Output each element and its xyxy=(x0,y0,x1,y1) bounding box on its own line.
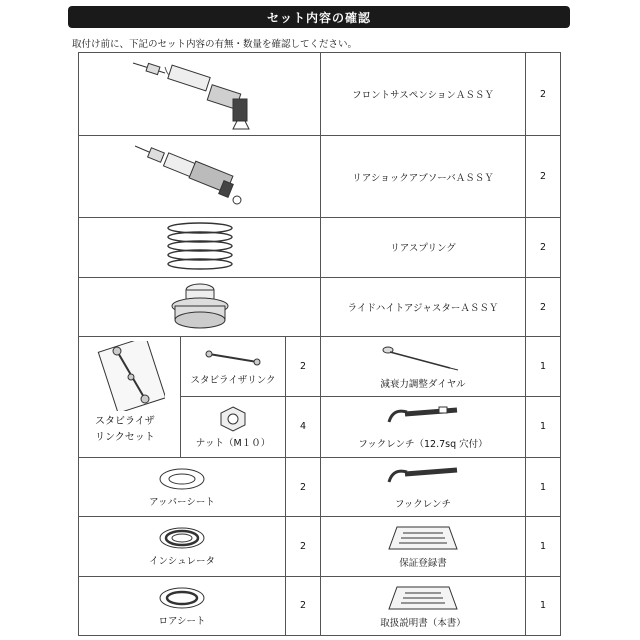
stabilizer-link-set-icon xyxy=(95,341,165,411)
nut-qty: 4 xyxy=(286,396,321,457)
stabilizer-link-name: スタビライザリンク xyxy=(190,374,276,386)
rear-spring-illustration xyxy=(79,217,321,277)
damping-dial-name: 減衰力調整ダイヤル xyxy=(380,378,466,390)
table-row xyxy=(79,53,561,136)
front-suspension-icon xyxy=(125,55,275,133)
nut-cell xyxy=(181,396,286,457)
rear-shock-icon xyxy=(125,140,275,214)
front-suspension-illustration xyxy=(79,53,321,136)
stabilizer-link-cell xyxy=(181,337,286,396)
insulator-qty: 2 xyxy=(286,517,321,576)
insulator-cell xyxy=(79,517,286,576)
manual-icon xyxy=(383,583,463,613)
instruction-text: 取付け前に、下記のセット内容の有無・数量を確認してください。 xyxy=(72,39,358,50)
rear-shock-illustration xyxy=(79,136,321,217)
stabilizer-link-set-label-2: リンクセット xyxy=(95,432,155,444)
upper-seat-cell xyxy=(79,458,286,517)
hook-wrench-name: フックレンチ xyxy=(394,499,452,511)
upper-seat-icon xyxy=(157,466,207,492)
upper-seat-name: アッパーシート xyxy=(149,497,215,509)
table-row xyxy=(79,517,561,576)
damping-dial-cell xyxy=(321,337,526,396)
hook-wrench-127-cell xyxy=(321,396,526,457)
rear-spring-qty: 2 xyxy=(526,217,561,277)
table-row xyxy=(79,337,561,396)
front-suspension-name: フロントサスペンションＡＳＳＹ xyxy=(321,53,526,136)
stabilizer-link-icon xyxy=(203,348,263,370)
lower-seat-qty: 2 xyxy=(286,576,321,635)
section-title: セット内容の確認 xyxy=(68,6,570,28)
rear-spring-name: リアスプリング xyxy=(321,217,526,277)
table-row xyxy=(79,217,561,277)
table-row xyxy=(79,576,561,635)
warranty-card-icon xyxy=(383,523,463,553)
table-row xyxy=(79,136,561,217)
hook-wrench-qty: 1 xyxy=(526,458,561,517)
ride-height-adjuster-illustration xyxy=(79,278,321,337)
manual-cell xyxy=(321,576,526,635)
ride-height-adjuster-name: ライドハイトアジャスターＡＳＳＹ xyxy=(321,278,526,337)
insulator-icon xyxy=(157,525,207,551)
warranty-card-cell xyxy=(321,517,526,576)
ride-height-adjuster-icon xyxy=(165,280,235,334)
warranty-card-qty: 1 xyxy=(526,517,561,576)
warranty-card-name: 保証登録書 xyxy=(399,558,447,570)
hook-wrench-icon xyxy=(383,464,463,494)
rear-spring-icon xyxy=(160,220,240,274)
lower-seat-name: ロアシート xyxy=(158,615,206,627)
manual-qty: 1 xyxy=(526,576,561,635)
stabilizer-link-set-cell xyxy=(79,337,181,458)
hook-wrench-127-icon xyxy=(383,404,463,434)
table-row xyxy=(79,458,561,517)
stabilizer-link-set-label-1: スタビライザ xyxy=(95,416,155,428)
manual-name: 取扱説明書（本書） xyxy=(380,617,466,629)
front-suspension-qty: 2 xyxy=(526,53,561,136)
hook-wrench-cell xyxy=(321,458,526,517)
lower-seat-icon xyxy=(157,585,207,611)
nut-name: ナット（M１０） xyxy=(195,437,271,449)
stabilizer-link-qty: 2 xyxy=(286,337,321,396)
damping-dial-qty: 1 xyxy=(526,337,561,396)
kit-contents-table xyxy=(78,52,561,636)
rear-shock-name: リアショックアブソーバＡＳＳＹ xyxy=(321,136,526,217)
lower-seat-cell xyxy=(79,576,286,635)
hook-wrench-127-qty: 1 xyxy=(526,396,561,457)
damping-dial-icon xyxy=(378,344,468,374)
nut-icon xyxy=(218,405,248,433)
upper-seat-qty: 2 xyxy=(286,458,321,517)
table-row xyxy=(79,278,561,337)
hook-wrench-127-name: フックレンチ（12.7sq 穴付） xyxy=(358,438,488,450)
insulator-name: インシュレータ xyxy=(148,556,216,568)
ride-height-adjuster-qty: 2 xyxy=(526,278,561,337)
rear-shock-qty: 2 xyxy=(526,136,561,217)
